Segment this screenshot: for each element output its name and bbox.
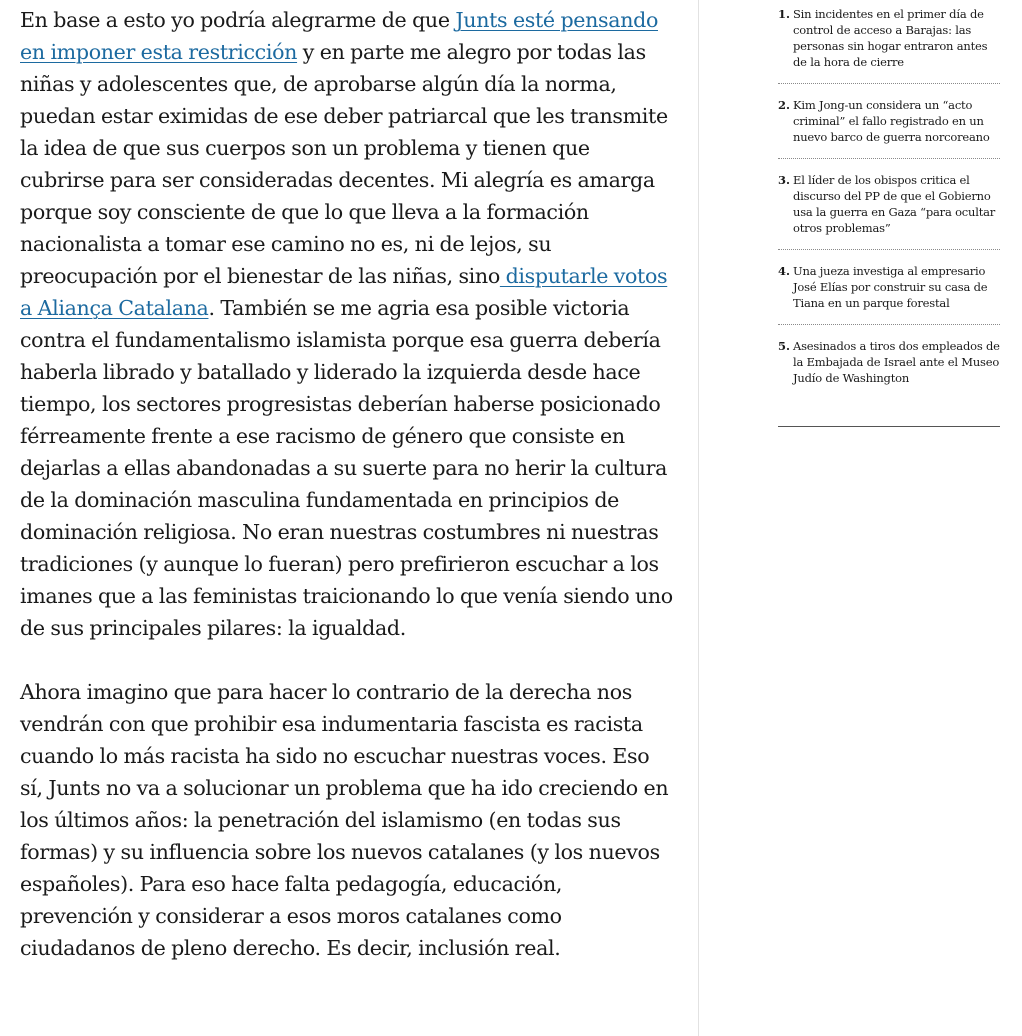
- item-number: 5.: [778, 339, 791, 353]
- junts-restriction-link[interactable]: Junts esté pensando en imponer esta restricción: [20, 8, 658, 64]
- article-body: [20, 4, 675, 996]
- item-number: 2.: [778, 98, 791, 112]
- column-divider: [698, 0, 699, 1036]
- most-read-link[interactable]: Asesinados a tiros dos empleados de la Embajada de Israel ante el Museo Judío de Washington: [793, 339, 1000, 385]
- most-read-sidebar: [778, 6, 1000, 399]
- paragraph-text: y en parte me alegro por todas las niñas y adolescentes que, de aprobarse algún día la norma, puedan estar eximidas de ese deber patriarcal que les transmite la idea de que sus cuerpos son un problema y tienen que cubrirse para ser consideradas decentes. Mi alegría es amarga porque soy consciente de que lo que lleva a la formación nacionalista a tomar ese camino no es, ni de lejos, su preocupación por el bienestar de las niñas, sino: [20, 40, 668, 288]
- sidebar-bottom-rule: [778, 426, 1000, 427]
- most-read-link[interactable]: Sin incidentes en el primer día de control de acceso a Barajas: las personas sin hogar entraron antes de la hora de cierre: [793, 7, 988, 69]
- most-read-list: [778, 6, 1000, 399]
- most-read-item: [778, 172, 1000, 250]
- article-paragraph: [20, 4, 675, 644]
- most-read-item: [778, 263, 1000, 325]
- paragraph-text: En base a esto yo podría alegrarme de que: [20, 8, 456, 32]
- item-number: 3.: [778, 173, 791, 187]
- article-paragraph: Ahora imagino que para hacer lo contrario de la derecha nos vendrán con que prohibir esa indumentaria fascista es racista cuando lo más racista ha sido no escuchar nuestras voces. Eso sí, Junts no va a solucionar un problema que ha ido creciendo en los últimos años: la penetración del islamismo (en todas sus formas) y su influencia sobre los nuevos catalanes (y los nuevos españoles). Para eso hace falta pedagogía, educación, prevención y considerar a esos moros catalanes como ciudadanos de pleno derecho. Es decir, inclusión real.: [20, 680, 669, 960]
- most-read-item: [778, 97, 1000, 159]
- item-number: 1.: [778, 7, 791, 21]
- most-read-item: [778, 338, 1000, 399]
- item-number: 4.: [778, 264, 791, 278]
- most-read-link[interactable]: Kim Jong-un considera un “acto criminal” el fallo registrado en un nuevo barco de guerra norcoreano: [793, 98, 990, 144]
- paragraph-text: . También se me agria esa posible victoria contra el fundamentalismo islamista porque esa guerra debería haberla librado y batallado y liderado la izquierda desde hace tiempo, los sectores progresistas deberían haberse posicionado férreamente frente a ese racismo de género que consiste en dejarlas a ellas abandonadas a su suerte para no herir la cultura de la dominación masculina fundamentada en principios de dominación religiosa. No eran nuestras costumbres ni nuestras tradiciones (y aunque lo fueran) pero prefirieron escuchar a los imanes que a las feministas traicionando lo que venía siendo uno de sus principales pilares: la igualdad.: [20, 296, 673, 640]
- alianca-catalana-link[interactable]: disputarle votos a Aliança Catalana: [20, 264, 668, 320]
- most-read-link[interactable]: El líder de los obispos critica el discurso del PP de que el Gobierno usa la guerra en Gaza “para ocultar otros problemas”: [793, 173, 996, 235]
- most-read-item: [778, 6, 1000, 84]
- most-read-link[interactable]: Una jueza investiga al empresario José Elías por construir su casa de Tiana en un parque forestal: [793, 264, 988, 310]
